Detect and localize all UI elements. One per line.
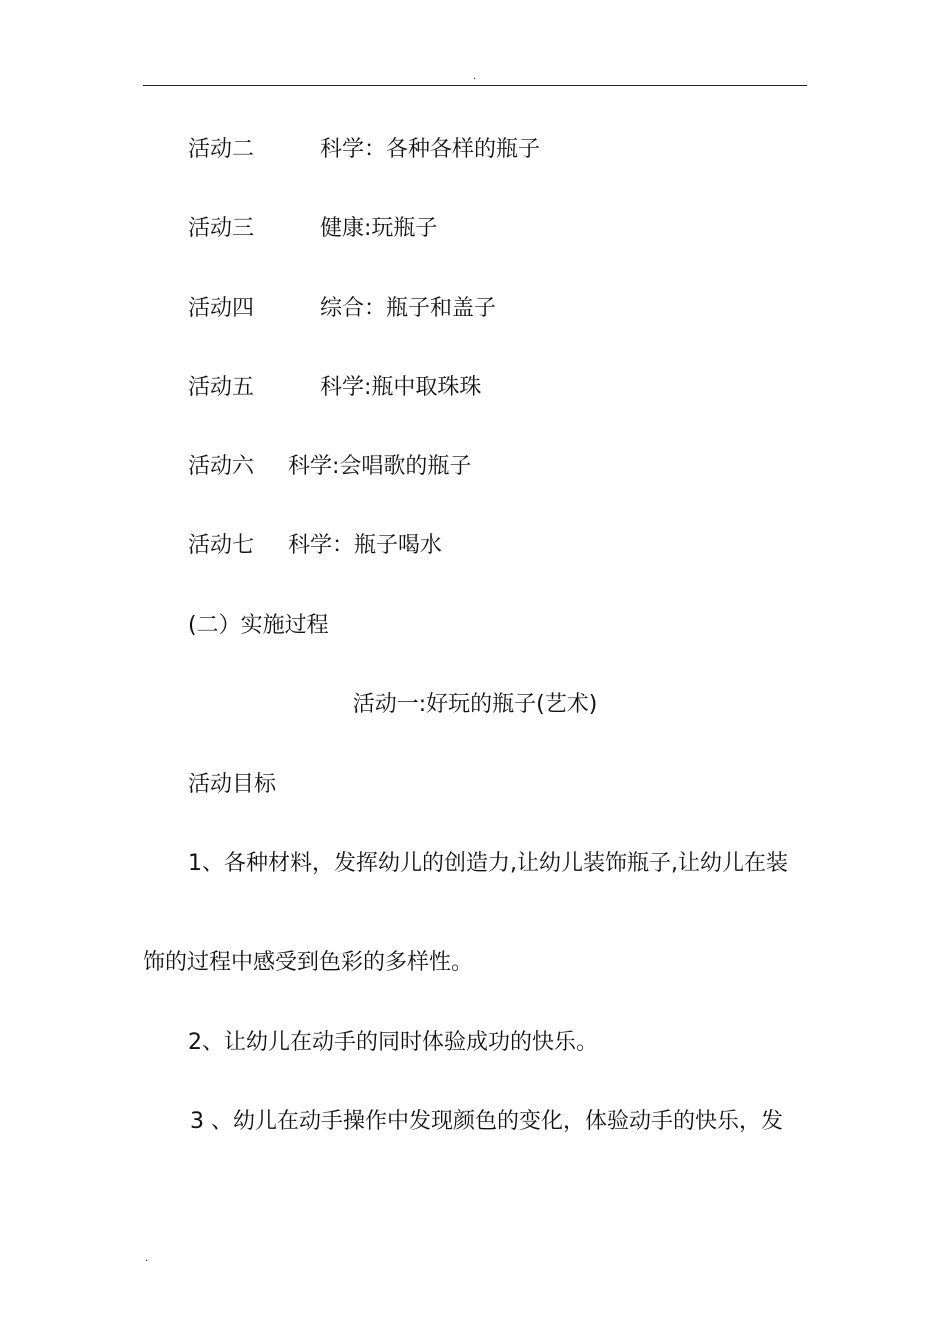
activity-name: 活动七 [188,533,255,558]
activity-desc: 科学：各种各样的瓶子 [320,137,541,162]
activity-desc: 综合：瓶子和盖子 [320,296,497,321]
activity-desc: 健康:玩瓶子 [320,216,438,241]
footer-mark: . [145,1253,149,1264]
activity-title: 活动一:好玩的瓶子(艺术) [352,692,598,717]
activity-desc: 科学:瓶中取珠珠 [320,375,482,400]
goal-paragraph: 1、各种材料，发挥幼儿的创造力,让幼儿装饰瓶子,让幼儿在装 [188,851,788,876]
activity-desc: 科学:会唱歌的瓶子 [288,454,472,479]
section-heading: (二）实施过程 [188,613,329,638]
activity-name: 活动四 [188,296,255,321]
header-mark: . [473,71,477,82]
header-rule [143,85,807,86]
activity-desc: 科学：瓶子喝水 [288,533,443,558]
goals-heading: 活动目标 [188,772,277,797]
activity-name: 活动五 [188,375,255,400]
activity-name: 活动二 [188,137,255,162]
goal-paragraph: 3 、幼儿在动手操作中发现颜色的变化，体验动手的快乐，发 [190,1109,783,1134]
activity-name: 活动三 [188,216,255,241]
activity-name: 活动六 [188,454,255,479]
goal-paragraph: 2、让幼儿在动手的同时体验成功的快乐。 [188,1030,598,1055]
goal-paragraph-continuation: 饰的过程中感受到色彩的多样性。 [143,950,474,975]
